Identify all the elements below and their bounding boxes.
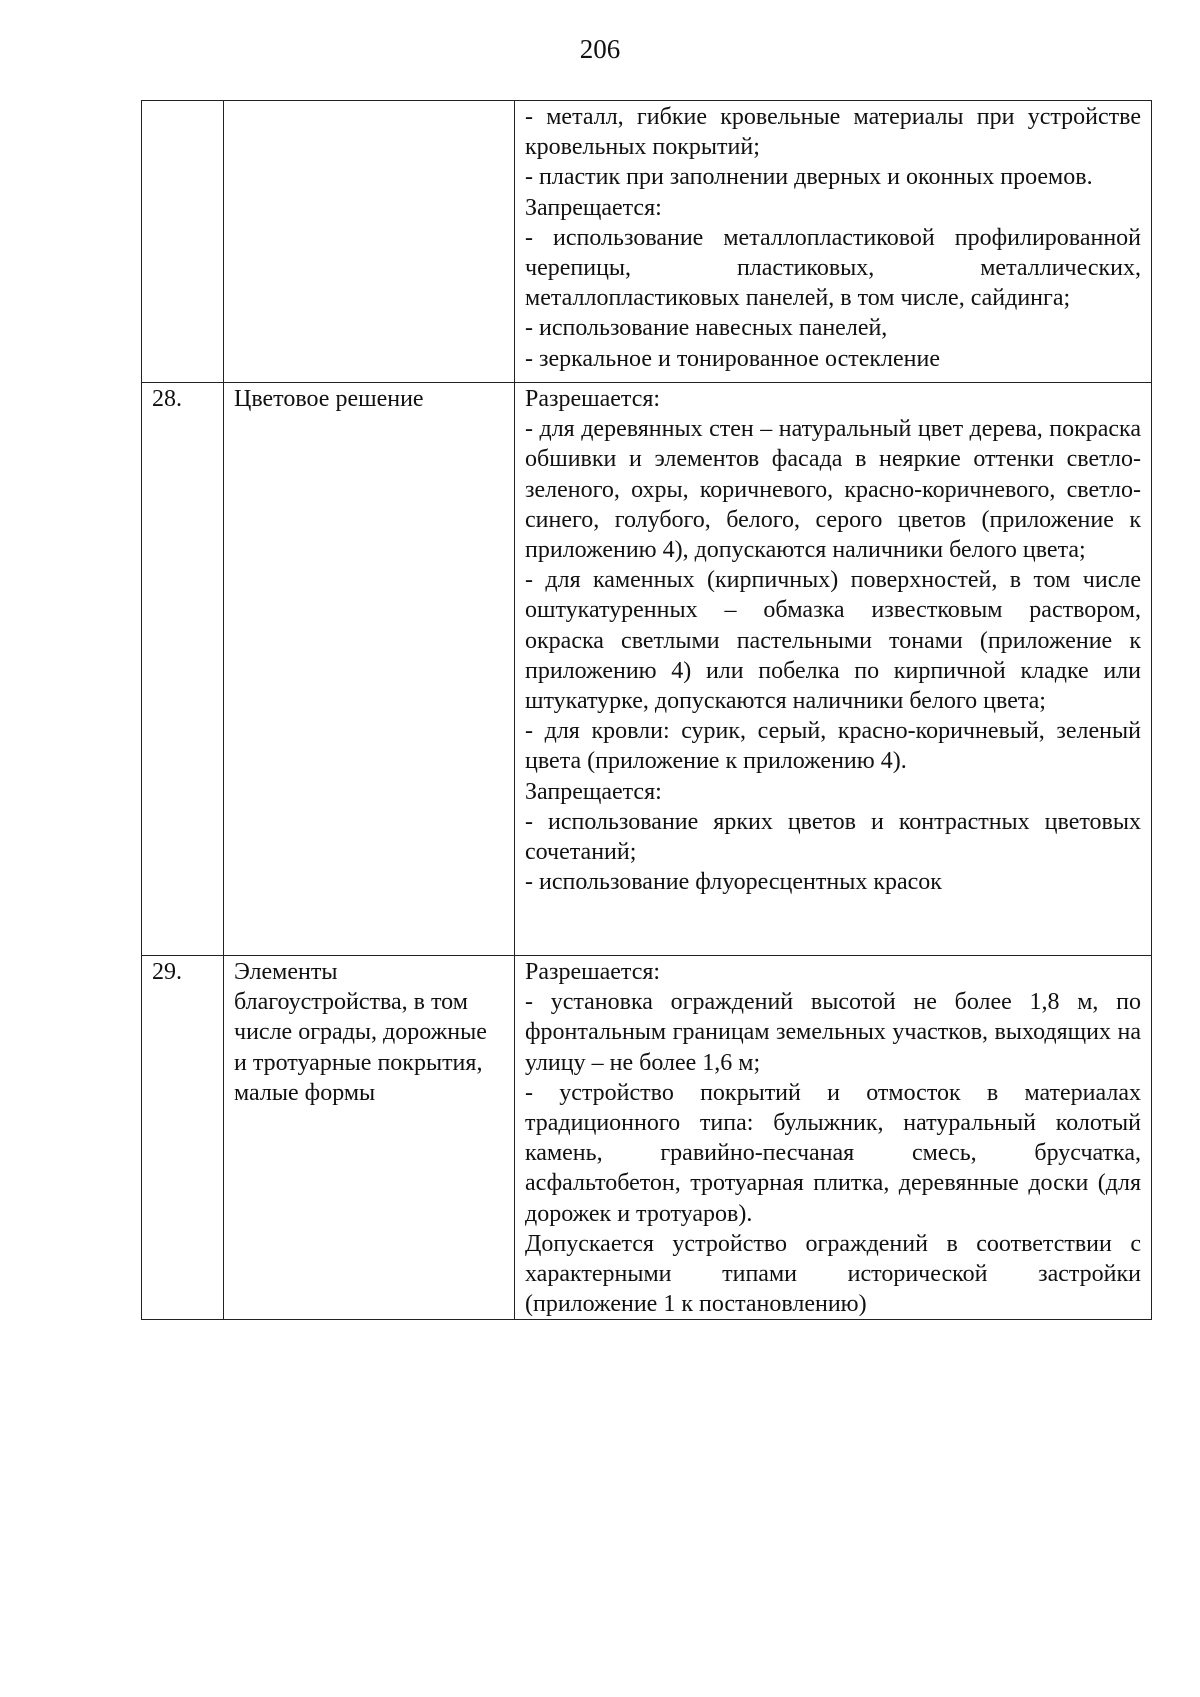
row-content — [515, 383, 1152, 956]
table-row — [142, 101, 1152, 383]
table-row — [142, 956, 1152, 1320]
table-row — [142, 383, 1152, 956]
content-line: - использование металлопластиковой профилированной черепицы, пластиковых, металлических, металлопластиковых панелей, в том числе, сайдинга; — [525, 224, 1141, 312]
content-line: - пластик при заполнении дверных и оконных проемов. — [525, 164, 1093, 191]
row-content — [515, 101, 1152, 383]
row-number: 29. — [142, 956, 224, 1320]
row-title: Элементы благоустройства, в том числе ограды, дорожные и тротуарные покрытия, малые формы — [224, 956, 515, 1320]
row-title — [224, 101, 515, 383]
content-line: Запрещается: — [525, 778, 662, 805]
row-number: 28. — [142, 383, 224, 956]
content-line: - устройство покрытий и отмосток в материалах традиционного типа: булыжник, натуральный колотый камень, гравийно-песчаная смесь, брусчатка, асфальтобетон, тротуарная плитка, деревянные доски (для дорожек и тротуаров). — [525, 1079, 1141, 1227]
row-content — [515, 956, 1152, 1320]
content-line: - установка ограждений высотой не более 1,8 м, по фронтальным границам земельных участков, выходящих на улицу – не более 1,6 м; — [525, 989, 1141, 1076]
content-line: - для деревянных стен – натуральный цвет дерева, покраска обшивки и элементов фасада в неяркие оттенки светло-зеленого, охры, коричневого, красно-коричневого, светло-синего, голубого, белого, серого цветов (приложение к приложению 4), допускаются наличники белого цвета; — [525, 416, 1141, 564]
content-line: Допускается устройство ограждений в соответствии с характерными типами исторической застройки (приложение 1 к постановлению) — [525, 1230, 1141, 1318]
content-line: - использование ярких цветов и контрастных цветовых сочетаний; — [525, 808, 1141, 866]
content-line: Разрешается: — [525, 959, 661, 985]
content-line: Запрещается: — [525, 194, 662, 221]
content-line: - металл, гибкие кровельные материалы при устройстве кровельных покрытий; — [525, 104, 1141, 161]
content-line: - для каменных (кирпичных) поверхностей, в том числе оштукатуренных – обмазка известковым раствором, окраска светлыми пастельными тонами (приложение к приложению 4) или побелка по кирпичной кладке или штукатурке, допускаются наличники белого цвета; — [525, 567, 1141, 715]
page-number: 206 — [579, 34, 621, 64]
content-line: - использование флуоресцентных красок — [525, 869, 942, 896]
content-line: - для кровли: сурик, серый, красно-коричневый, зеленый цвета (приложение к приложению 4). — [525, 718, 1141, 775]
row-title: Цветовое решение — [224, 383, 515, 956]
content-line: - зеркальное и тонированное остекление — [525, 345, 941, 372]
row-number — [142, 101, 224, 383]
content-line: Разрешается: — [525, 386, 661, 412]
regulations-table — [141, 100, 1152, 1320]
content-line: - использование навесных панелей, — [525, 315, 888, 342]
